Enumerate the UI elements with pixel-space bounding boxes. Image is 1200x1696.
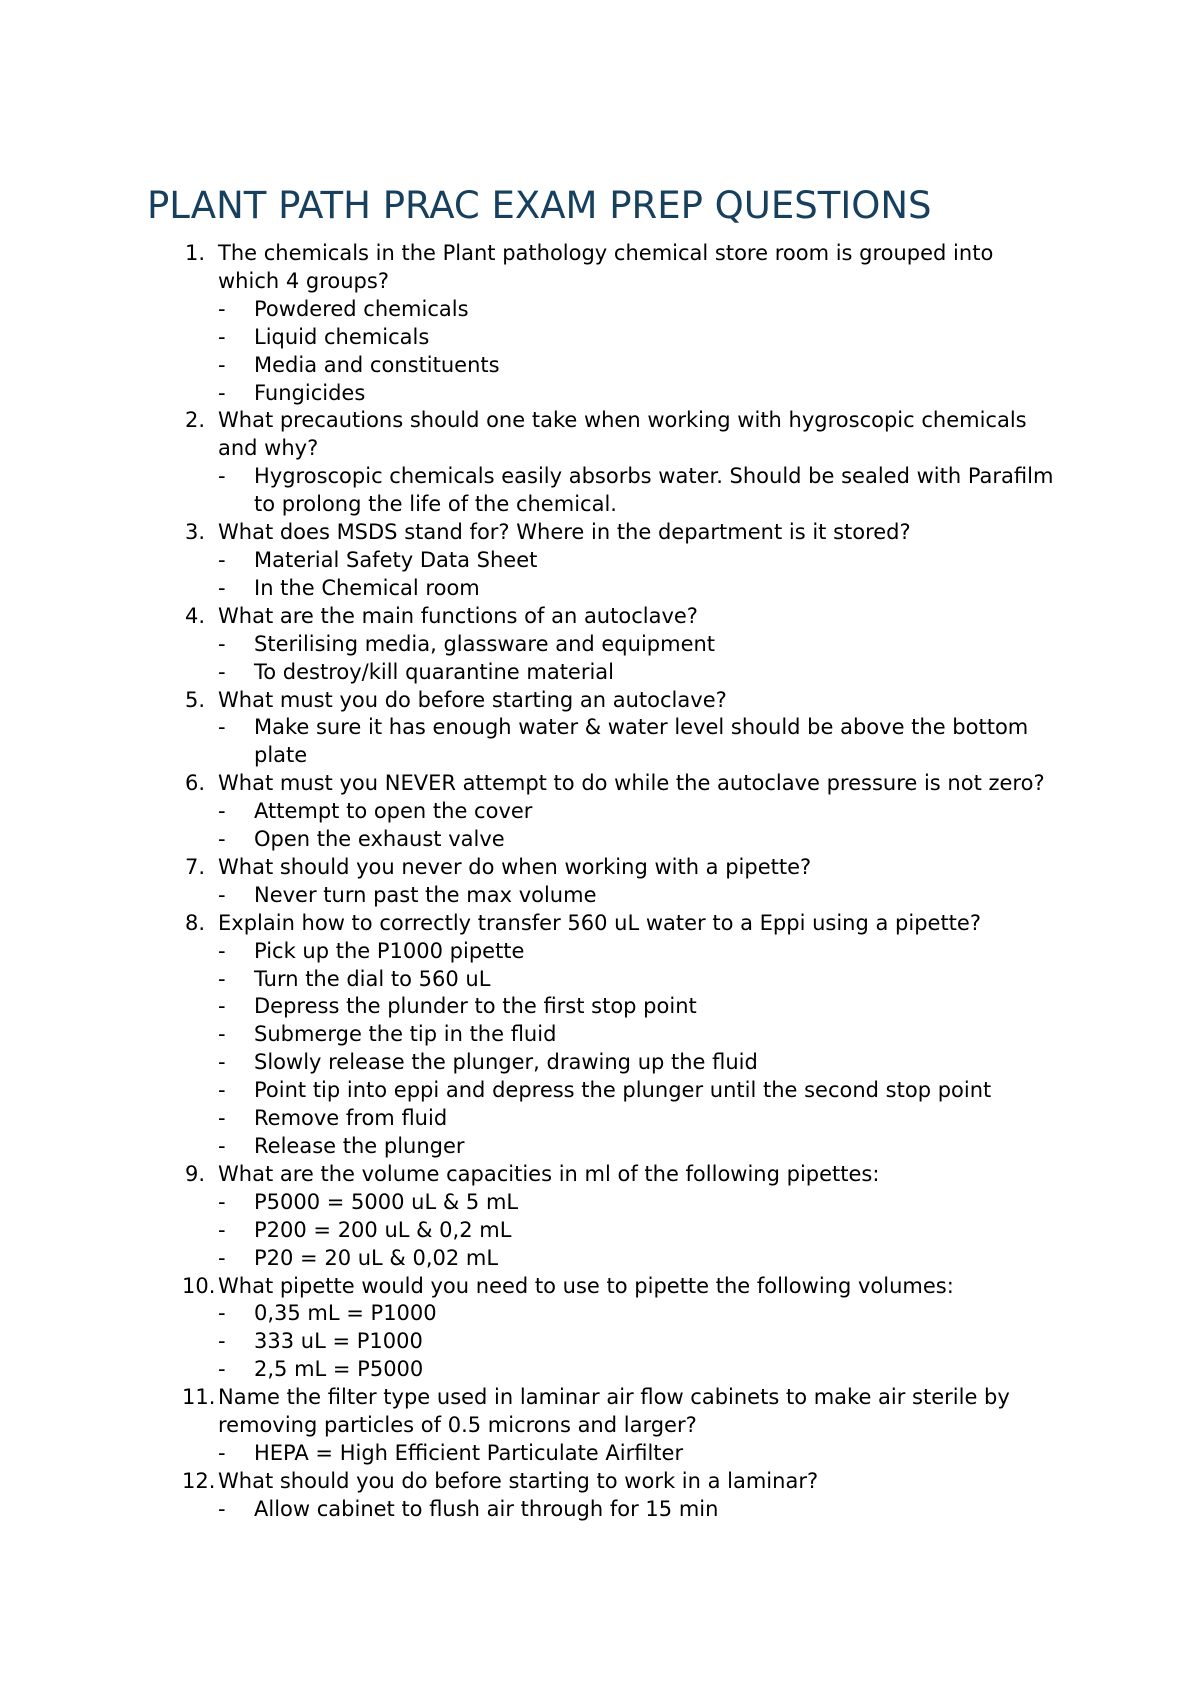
dash-bullet-icon: - <box>218 296 226 321</box>
question-item <box>0 603 1200 687</box>
question-text: What are the volume capacities in ml of the following pipettes: <box>218 1161 880 1186</box>
question-item <box>0 910 1200 1161</box>
answer-item <box>218 882 1060 910</box>
question-item <box>0 770 1200 854</box>
question-text: Explain how to correctly transfer 560 uL water to a Eppi using a pipette? <box>218 910 981 935</box>
answer-text: Sterilising media, glassware and equipment <box>254 631 716 656</box>
dash-bullet-icon: - <box>218 1189 226 1214</box>
answer-item <box>218 966 1060 994</box>
dash-bullet-icon: - <box>218 659 226 684</box>
answer-text: P200 = 200 uL & 0,2 mL <box>254 1217 512 1242</box>
answer-item <box>218 938 1060 966</box>
answer-text: Fungicides <box>254 380 366 405</box>
question-text: What must you NEVER attempt to do while the autoclave pressure is not zero? <box>218 771 1045 796</box>
question-text: What should you do before starting to work in a laminar? <box>218 1468 819 1493</box>
dash-bullet-icon: - <box>218 1022 226 1047</box>
question-item <box>0 240 1200 407</box>
answer-text: Never turn past the max volume <box>254 882 597 907</box>
answer-item <box>218 714 1060 770</box>
answer-list <box>218 631 1060 687</box>
question-number: 7. <box>184 854 205 879</box>
question-list <box>0 240 1200 1524</box>
question-item <box>0 1161 1200 1273</box>
answer-list <box>218 1300 1060 1384</box>
answer-item <box>218 826 1060 854</box>
dash-bullet-icon: - <box>218 1357 226 1382</box>
answer-text: Remove from fluid <box>254 1106 448 1131</box>
question-number: 12. <box>182 1468 216 1493</box>
dash-bullet-icon: - <box>218 715 226 740</box>
answer-item <box>218 463 1060 519</box>
answer-item <box>218 547 1060 575</box>
answer-item <box>218 1021 1060 1049</box>
answer-text: Make sure it has enough water & water level should be above the bottom plate <box>254 715 1029 768</box>
question-number: 8. <box>184 910 205 935</box>
dash-bullet-icon: - <box>218 631 226 656</box>
question-text: What does MSDS stand for? Where in the department is it stored? <box>218 520 911 545</box>
answer-item <box>218 993 1060 1021</box>
question-number: 11. <box>182 1385 216 1410</box>
answer-text: Release the plunger <box>254 1134 465 1158</box>
dash-bullet-icon: - <box>218 966 226 991</box>
answer-item <box>218 1440 1060 1468</box>
answer-text: To destroy/kill quarantine material <box>254 659 615 684</box>
answer-text: Pick up the P1000 pipette <box>254 938 525 963</box>
dash-bullet-icon: - <box>218 464 226 489</box>
dash-bullet-icon: - <box>218 1440 226 1465</box>
question-number: 4. <box>184 603 205 628</box>
answer-item <box>218 659 1060 687</box>
question-item <box>0 687 1200 771</box>
answer-item <box>218 798 1060 826</box>
answer-item <box>218 1356 1060 1384</box>
dash-bullet-icon: - <box>218 827 226 852</box>
answer-list <box>218 296 1060 408</box>
answer-text: P20 = 20 uL & 0,02 mL <box>254 1245 499 1270</box>
answer-item <box>218 324 1060 352</box>
answer-list <box>218 1189 1060 1273</box>
answer-text: Media and constituents <box>254 352 500 377</box>
answer-item <box>218 352 1060 380</box>
answer-text: P5000 = 5000 uL & 5 mL <box>254 1189 519 1214</box>
answer-list <box>218 882 1060 910</box>
page-title: PLANT PATH PRAC EXAM PREP QUESTIONS <box>147 184 932 227</box>
answer-text: Depress the plunder to the first stop point <box>254 994 697 1019</box>
question-item <box>0 1468 1200 1524</box>
answer-text: Material Safety Data Sheet <box>254 547 538 572</box>
answer-item <box>218 1328 1060 1356</box>
dash-bullet-icon: - <box>218 1245 226 1270</box>
answer-item <box>218 1077 1060 1105</box>
question-text: What should you never do when working with a pipette? <box>218 854 812 879</box>
dash-bullet-icon: - <box>218 575 226 600</box>
question-item <box>0 407 1200 519</box>
dash-bullet-icon: - <box>218 1217 226 1242</box>
dash-bullet-icon: - <box>218 1106 226 1131</box>
dash-bullet-icon: - <box>218 352 226 377</box>
answer-item <box>218 631 1060 659</box>
answer-item <box>218 1133 1060 1161</box>
answer-text: In the Chemical room <box>254 575 480 600</box>
answer-list <box>218 547 1060 603</box>
dash-bullet-icon: - <box>218 994 226 1019</box>
answer-item <box>218 1105 1060 1133</box>
answer-item <box>218 575 1060 603</box>
answer-text: Point tip into eppi and depress the plunger until the second stop point <box>254 1078 992 1103</box>
answer-list <box>218 714 1060 770</box>
question-text: Name the filter type used in laminar air flow cabinets to make air sterile by removing particles of 0.5 microns and larger? <box>218 1385 1010 1438</box>
dash-bullet-icon: - <box>218 1329 226 1354</box>
answer-list <box>218 1440 1060 1468</box>
answer-text: 2,5 mL = P5000 <box>254 1357 424 1382</box>
answer-text: Powdered chemicals <box>254 296 469 321</box>
answer-item <box>218 1049 1060 1077</box>
answer-text: Attempt to open the cover <box>254 799 533 824</box>
question-number: 1. <box>184 241 205 265</box>
question-number: 2. <box>184 408 205 433</box>
question-number: 6. <box>184 771 205 796</box>
answer-list <box>218 938 1060 1161</box>
dash-bullet-icon: - <box>218 1050 226 1075</box>
question-number: 9. <box>184 1161 205 1186</box>
dash-bullet-icon: - <box>218 380 226 405</box>
question-item <box>0 854 1200 910</box>
answer-item <box>218 1496 1060 1524</box>
answer-item <box>218 1189 1060 1217</box>
answer-text: Allow cabinet to flush air through for 15 min <box>254 1496 719 1521</box>
answer-text: Liquid chemicals <box>254 324 430 349</box>
question-item <box>0 1273 1200 1385</box>
dash-bullet-icon: - <box>218 324 226 349</box>
question-text: The chemicals in the Plant pathology chemical store room is grouped into which 4 groups? <box>218 241 994 293</box>
dash-bullet-icon: - <box>218 547 226 572</box>
dash-bullet-icon: - <box>218 882 226 907</box>
question-item <box>0 519 1200 603</box>
question-text: What are the main functions of an autoclave? <box>218 603 698 628</box>
answer-text: Hygroscopic chemicals easily absorbs water. Should be sealed with Parafilm to prolong the life of the chemical. <box>254 464 1054 517</box>
question-text: What must you do before starting an autoclave? <box>218 687 727 712</box>
answer-text: HEPA = High Efficient Particulate Airfilter <box>254 1440 684 1465</box>
answer-text: Turn the dial to 560 uL <box>254 966 491 991</box>
answer-list <box>218 1496 1060 1524</box>
answer-list <box>218 798 1060 854</box>
answer-text: Slowly release the plunger, drawing up the fluid <box>254 1050 758 1075</box>
question-number: 10. <box>182 1273 216 1298</box>
answer-text: 0,35 mL = P1000 <box>254 1301 437 1326</box>
dash-bullet-icon: - <box>218 1301 226 1326</box>
dash-bullet-icon: - <box>218 1078 226 1103</box>
dash-bullet-icon: - <box>218 1134 226 1158</box>
question-text: What precautions should one take when working with hygroscopic chemicals and why? <box>218 408 1027 461</box>
answer-item <box>218 296 1060 324</box>
answer-item <box>218 1217 1060 1245</box>
answer-text: 333 uL = P1000 <box>254 1329 423 1354</box>
dash-bullet-icon: - <box>218 938 226 963</box>
question-item <box>0 1384 1200 1468</box>
answer-text: Submerge the tip in the fluid <box>254 1022 557 1047</box>
question-number: 5. <box>184 687 205 712</box>
answer-text: Open the exhaust valve <box>254 827 505 852</box>
answer-item <box>218 1245 1060 1273</box>
question-number: 3. <box>184 520 205 545</box>
dash-bullet-icon: - <box>218 799 226 824</box>
answer-item <box>218 380 1060 408</box>
answer-item <box>218 1300 1060 1328</box>
dash-bullet-icon: - <box>218 1496 226 1521</box>
answer-list <box>218 463 1060 519</box>
question-text: What pipette would you need to use to pipette the following volumes: <box>218 1273 954 1298</box>
